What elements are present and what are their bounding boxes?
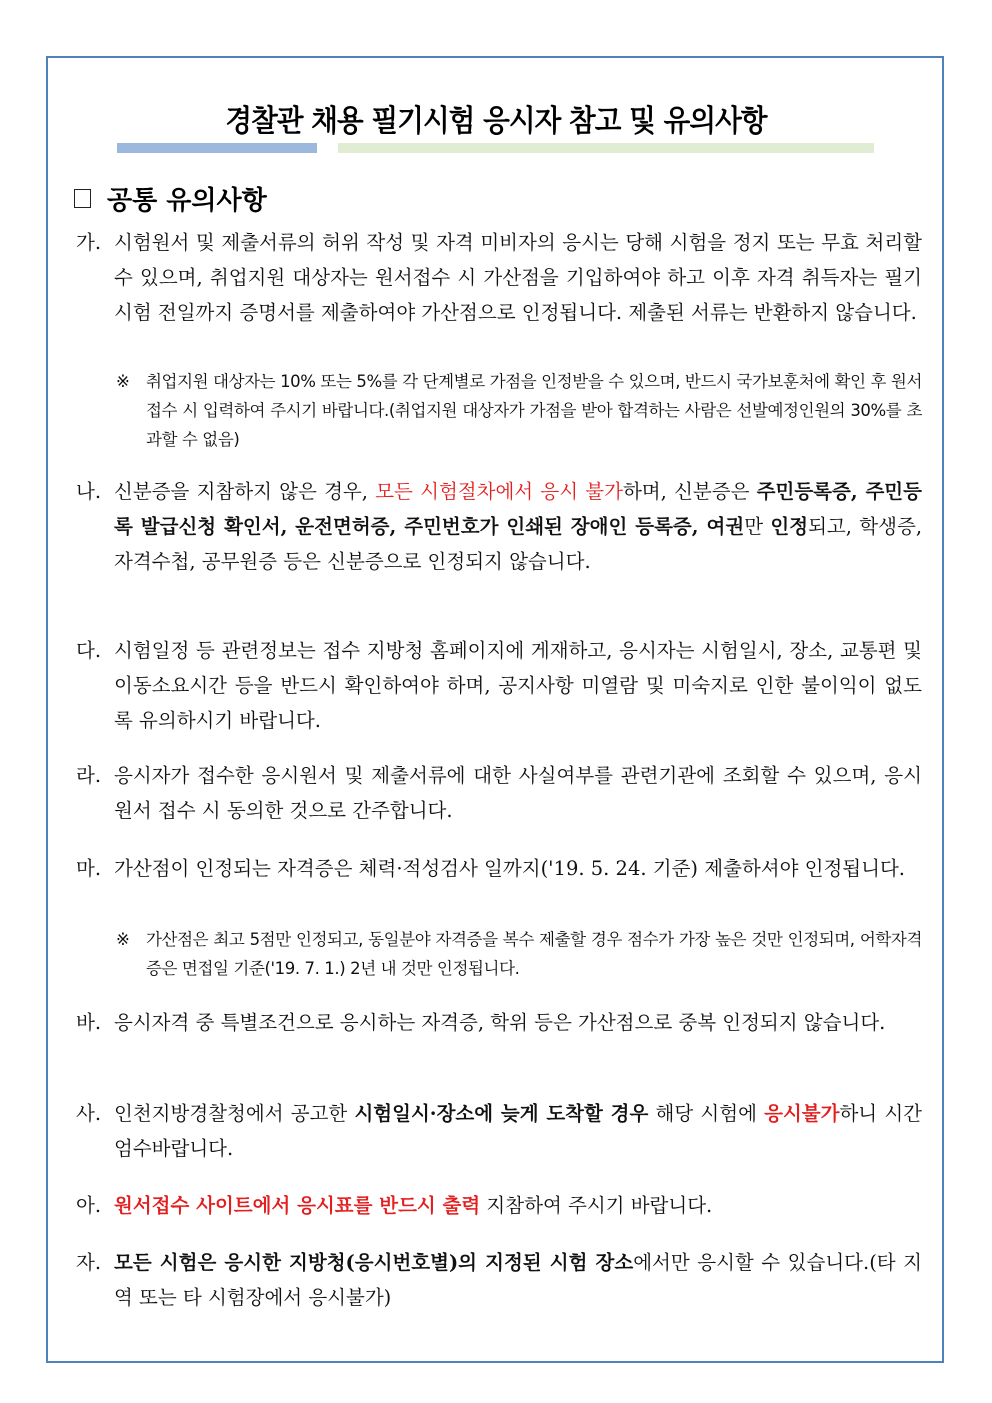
item-marker: 자. <box>76 1251 102 1274</box>
reference-mark-icon: ※ <box>116 372 130 391</box>
item-body <box>114 474 922 579</box>
notice-item-na <box>76 474 922 579</box>
item-marker: 바. <box>76 1011 102 1034</box>
item-text: 해당 시험에 <box>648 1102 765 1125</box>
emphasis-text: 인정 <box>770 515 809 538</box>
warning-text-red: 원서접수 사이트에서 응시표를 반드시 출력 <box>114 1194 481 1217</box>
item-body <box>114 851 922 886</box>
notice-item-ja <box>76 1245 922 1315</box>
notice-item-ra <box>76 758 922 828</box>
item-marker: 사. <box>76 1102 102 1125</box>
section-heading <box>74 180 267 217</box>
checkbox-icon <box>74 189 91 208</box>
section-heading-label: 공통 유의사항 <box>107 186 267 216</box>
item-text: 에서만 응시할 수 있습니다.(타 지역 또는 타 시험장에서 응시불가) <box>114 1251 922 1309</box>
item-text: 응시자가 접수한 응시원서 및 제출서류에 대한 사실여부를 관련기관에 조회할 수 있으며, 응시원서 접수 시 동의한 것으로 간주합니다. <box>114 764 922 822</box>
item-text: 되고, 학생증, 자격수첩, 공무원증 등은 신분증으로 인정되지 않습니다. <box>114 515 923 573</box>
item-text: 시험일정 등 관련정보는 접수 지방청 홈페이지에 게재하고, 응시자는 시험일시, 장소, 교통편 및 이동소요시간 등을 반드시 확인하여야 하며, 공지사항 미열람 및 미숙지로 인한 불이익이 없도록 유의하시기 바랍니다. <box>114 639 922 732</box>
item-text: 하니 시간 엄수바랍니다. <box>114 1102 923 1160</box>
notice-note-ma <box>116 925 922 983</box>
note-text: 취업지원 대상자는 10% 또는 5%를 각 단계별로 가점을 인정받을 수 있으며, 반드시 국가보훈처에 확인 후 원서 접수 시 입력하여 주시기 바랍니다.(취업지원 대상자가 가점을 받아 합격하는 사람은 선발예정인원의 30%를 초과할 수 없음) <box>146 372 922 449</box>
item-marker: 마. <box>76 857 102 880</box>
item-body <box>114 758 922 828</box>
item-marker: 다. <box>76 639 102 662</box>
notice-item-da <box>76 633 922 738</box>
item-text: 시험원서 및 제출서류의 허위 작성 및 자격 미비자의 응시는 당해 시험을 정지 또는 무효 처리할 수 있으며, 취업지원 대상자는 원서접수 시 가산점을 기입하여야 하고 이후 자격 취득자는 필기시험 전일까지 증명서를 제출하여야 가산점으로 인정됩니다. 제출된 서류는 반환하지 않습니다. <box>114 231 922 324</box>
reference-mark-icon: ※ <box>116 930 130 949</box>
emphasis-text: 모든 시험은 응시한 지방청(응시번호별)의 지정된 시험 장소 <box>114 1251 634 1274</box>
notice-note-ga <box>116 367 922 454</box>
notice-item-a <box>76 1188 922 1223</box>
item-text: 가산점이 인정되는 자격증은 체력·적성검사 일까지('19. 5. 24. 기준) 제출하셔야 인정됩니다. <box>114 857 906 880</box>
emphasis-text: 시험일시·장소에 늦게 도착할 경우 <box>354 1102 649 1125</box>
warning-text-red: 모든 시험절차에서 응시 불가 <box>375 480 623 503</box>
item-marker: 가. <box>76 231 102 254</box>
notice-item-sa <box>76 1096 922 1166</box>
item-text: 신분증을 지참하지 않은 경우, <box>114 480 376 503</box>
notice-item-ba <box>76 1005 922 1040</box>
item-text: 지참하여 주시기 바랍니다. <box>480 1194 713 1217</box>
item-marker: 아. <box>76 1194 102 1217</box>
title-underline-green <box>338 143 874 153</box>
title-underline-blue <box>117 143 317 153</box>
item-marker: 라. <box>76 764 102 787</box>
notice-item-ma <box>76 851 922 886</box>
item-body <box>114 1005 922 1040</box>
note-text: 가산점은 최고 5점만 인정되고, 동일분야 자격증을 복수 제출할 경우 점수가 가장 높은 것만 인정되며, 어학자격증은 면접일 기준('19. 7. 1.) 2년 내 것만 인정됩니다. <box>146 930 922 978</box>
warning-text-red: 응시불가 <box>764 1102 840 1125</box>
item-text: 만 <box>744 515 771 538</box>
item-text: 응시자격 중 특별조건으로 응시하는 자격증, 학위 등은 가산점으로 중복 인정되지 않습니다. <box>114 1011 886 1034</box>
item-body <box>114 633 922 738</box>
item-marker: 나. <box>76 480 102 503</box>
accepted-id-list: 주민등록증, 주민등록 발급신청 확인서, 운전면허증, 주민번호가 인쇄된 장애인 등록증, 여권 <box>114 480 922 538</box>
item-body <box>114 1188 922 1223</box>
document-title: 경찰관 채용 필기시험 응시자 참고 및 유의사항 <box>225 104 767 139</box>
item-body <box>114 1096 922 1166</box>
notice-item-ga <box>76 225 922 330</box>
item-text: 하며, 신분증은 <box>622 480 757 503</box>
item-text: 인천지방경찰청에서 공고한 <box>114 1102 355 1125</box>
item-body <box>114 225 922 330</box>
item-body <box>114 1245 922 1315</box>
